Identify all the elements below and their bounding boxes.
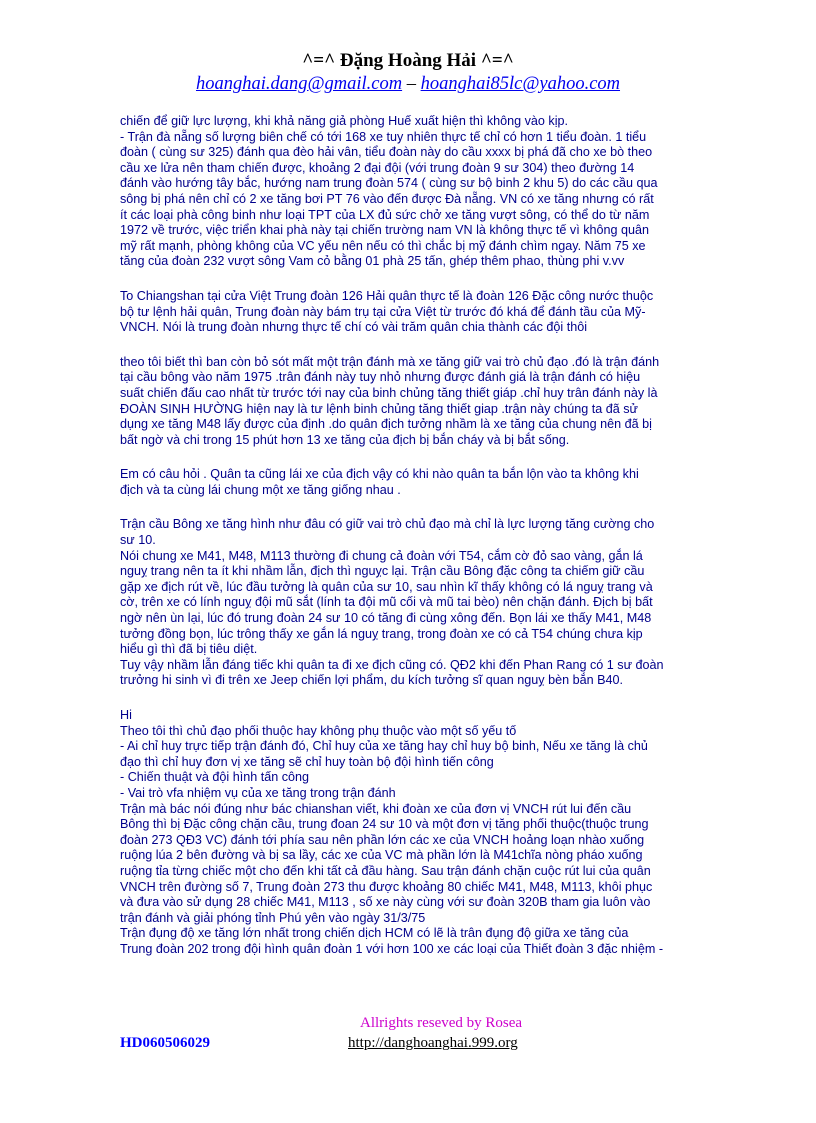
header-contacts — [0, 74, 816, 95]
text-line: sông bị phá nên chỉ có 2 xe tăng bơi PT 76 vào đến được Đà nẵng. VN có xe tăng nhưng có rất — [120, 191, 654, 206]
text-line: ĐOÀN SINH HƯỜNG hiện nay là tư lệnh binh chủng tăng thiết giap .trận này chúng ta đã sử — [120, 401, 638, 416]
paragraph-6 — [120, 708, 700, 958]
header-title: ^=^ Đặng Hoàng Hải ^=^ — [302, 50, 514, 71]
email-separator: – — [402, 74, 421, 94]
footer-website-link[interactable]: http://danghoanghai.999.org — [348, 1035, 518, 1051]
text-line: chiến để giữ lực lượng, khi khả năng giả phòng Huế xuất hiện thì không vào kịp. — [120, 114, 569, 128]
text-line: tăng của đoàn 232 vượt sông Vam cỏ bằng 01 phà 25 tấn, ghép thêm phao, thùng phi v.vv — [120, 254, 625, 269]
text-line: ngờ nên ùn lại, lúc đó trung đoàn 24 sư 10 có tăng đi cùng xông đến. Bọn lái xe thấy M41, M48 — [120, 611, 652, 626]
text-line: gặp xe địch rút về, lúc đầu tưởng là quân của sư 10, sau nhìn kĩ thấy không có lá nguỵ trang và — [120, 579, 653, 594]
text-line: Em có câu hỏi . Quân ta cũng lái xe của địch vậy có khi nào quân ta bắn lộn vào ta không khi — [120, 467, 639, 482]
text-line: hiểu gì thì đã bị tiêu diệt. — [120, 642, 258, 657]
text-line: cầu xe lửa nên tham chiến được, khoảng 2 đại đội (với trung đoàn 9 sư 304) theo đường 14 — [120, 160, 635, 175]
text-line: Nói chung xe M41, M48, M113 thường đi chung cả đoàn với T54, cắm cờ đỏ sao vàng, gắn lá — [120, 548, 643, 563]
email-link-gmail[interactable]: hoanghai.dang@gmail.com — [195, 74, 403, 94]
text-line: ruộng tỉa từng chiếc một cho đến khi tất cả đầu hàng. Sau trận đánh chặn cuộc rút lui của quân — [120, 863, 651, 878]
text-line: đoàn 273 QĐ3 VC) đánh tới phía sau nên phần lớn các xe của VNCH hoảng loạn nhào xuống — [120, 832, 645, 847]
text-line: Tuy vậy nhầm lẫn đáng tiếc khi quân ta đi xe địch cũng có. QĐ2 khi đến Phan Rang có 1 sư đoàn — [120, 657, 664, 672]
text-line: 1972 về trước, việc triển khai phà này tại chiến trường nam VN là không thực tế vì không quân — [120, 223, 650, 238]
text-line: Trung đoàn 202 trong đội hình quân đoàn 1 với hơn 100 xe các loại của Thiết đoàn 3 đặc nhiệm - — [120, 941, 664, 956]
text-line: trưởng hi sinh vì đi trên xe Jeep chiến lợi phẩm, du kích tưởng sĩ quan nguỵ bèn bắn B40. — [120, 673, 623, 688]
text-line: Trận mà bác nói đúng như bác chianshan viết, khi đoàn xe của đơn vị VNCH rút lui đến cầu — [120, 801, 632, 816]
text-line: VNCH trên đường số 7, Trung đoàn 273 thu được khoảng 80 chiếc M41, M48, M113, khôi phục — [120, 879, 653, 894]
text-line: ruộng lúa 2 bên đường và bị sa lầy, các xe của VC mà phần lớn là M41chĩa nòng pháo xuống — [120, 848, 643, 863]
text-line: đoàn ( cùng sư 325) đánh qua đèo hải vân, tiểu đoàn này do cầu xxxx bị phá đã cho xe bò theo — [120, 145, 653, 160]
text-line: - Chiến thuật và đội hình tấn công — [120, 770, 310, 785]
text-line: cờ, trên xe có lính nguỵ đội mũ sắt (lính ta đội mũ cối và mũ tai bèo) nên chặn đánh. Địch bị bất — [120, 595, 653, 610]
paragraph-2 — [120, 289, 700, 336]
text-line: đạo thì chỉ huy đơn vị xe tăng sẽ chỉ huy toàn bộ đội hình tiến công — [120, 754, 494, 769]
text-line: Bông thì bị Đặc công chặn cầu, trung đoan 24 sư 10 và một đơn vị tăng phối thuộc(thuộc trung — [120, 817, 649, 832]
paragraph-3 — [120, 355, 700, 449]
text-line: Trận đụng độ xe tăng lớn nhất trong chiến dịch HCM có lẽ là trân đụng độ giữa xe tăng của — [120, 926, 629, 941]
text-line: theo tôi biết thì ban còn bỏ sót mất một trận đánh mà xe tăng giữ vai trò chủ đạo .đó là trận đánh — [120, 354, 660, 369]
paragraph-1 — [120, 114, 700, 270]
text-line: bất ngờ và chi trong 15 phút hơn 13 xe tăng của địch bị bắn cháy và bị bắt sống. — [120, 432, 570, 447]
text-line: sư 10. — [120, 533, 156, 548]
text-line: địch và ta cùng lái chung một xe tăng giống nhau . — [120, 482, 401, 497]
text-line: và đưa vào sử dụng 28 chiếc M41, M113 , số xe này cùng với sư đoàn 320B tham gia luôn vào — [120, 895, 651, 910]
text-line: To Chiangshan tại cửa Việt Trung đoàn 126 Hải quân thực tế là đoàn 126 Đặc công nước thuộc — [120, 288, 654, 303]
text-line: - Vai trò vfa nhiệm vụ của xe tăng trong trận đánh — [120, 785, 396, 800]
text-line: ít các loại phà công binh như loại TPT của LX đủ sức chở xe tăng vượt sông, có thể do từ năm — [120, 207, 650, 222]
text-line: - Trận đà nẵng số lượng biên chế có tới 168 xe tuy nhiên thực tế chỉ có hơn 1 tiểu đoàn. 1 tiểu — [120, 129, 647, 144]
text-line: trận đánh và giải phóng tỉnh Phú yên vào ngày 31/3/75 — [120, 910, 426, 925]
text-line: Trận cầu Bông xe tăng hình như đâu có giữ vai trò chủ đạo mà chỉ là lực lượng tăng cường cho — [120, 517, 655, 532]
text-line: VNCH. Nói là trung đoàn nhưng thực tế chí có vài trăm quân chia thành các đội thôi — [120, 320, 587, 335]
email-link-yahoo[interactable]: hoanghai85lc@yahoo.com — [420, 74, 621, 94]
text-line: nguỵ trang nên ta ít khi nhầm lẫn, địch thì nguỵc lại. Trận cầu Bông đặc công ta chiếm giữ cầu — [120, 564, 645, 579]
text-line: suất chiến đấu cao nhất từ trước tới nay của binh chủng tăng thiết giáp .chỉ huy trân đánh này là — [120, 385, 658, 400]
text-line: Theo tôi thì chủ đạo phối thuộc hay không phụ thuộc vào một số yếu tố — [120, 723, 517, 738]
text-line: mỹ rất mạnh, phòng không của VC yếu nên nếu có thì chắc bị mỹ đánh chìm ngay. Năm 75 xe — [120, 238, 646, 253]
text-line: tại cầu bông vào năm 1975 .trân đánh này tuy nhỏ nhưng được đánh giá là trận đánh có hiệu — [120, 370, 641, 385]
text-line: - Ai chỉ huy trực tiếp trận đánh đó, Chỉ huy của xe tăng hay chỉ huy bộ binh, Nếu xe tăng là chủ — [120, 739, 648, 754]
paragraph-5 — [120, 517, 700, 689]
text-line: Hi — [120, 708, 132, 722]
footer-document-code: HD060506029 — [120, 1035, 210, 1051]
text-line: đánh vào hướng tây bắc, hướng nam trung đoàn 574 ( cùng sư bộ binh 2 khu 5) do các cầu qua — [120, 176, 658, 191]
text-line: bộ tư lệnh hải quân, Trung đoàn này bám trụ tại cửa Việt từ trước đó khá để đánh tầu của Mỹ- — [120, 304, 646, 319]
footer-rights: Allrights reseved by Rosea — [360, 1015, 523, 1031]
paragraph-4 — [120, 467, 700, 498]
text-line: dụng xe tăng M48 lấy được của định .do quân địch tưởng nhầm là xe tăng của chung nên đã bị — [120, 417, 652, 432]
body-text — [120, 114, 700, 958]
text-line: tưởng đồng bọn, lúc trông thấy xe gắn lá nguỵ trang, trong đoàn xe có cả T54 chúng chưa kịp — [120, 626, 643, 641]
